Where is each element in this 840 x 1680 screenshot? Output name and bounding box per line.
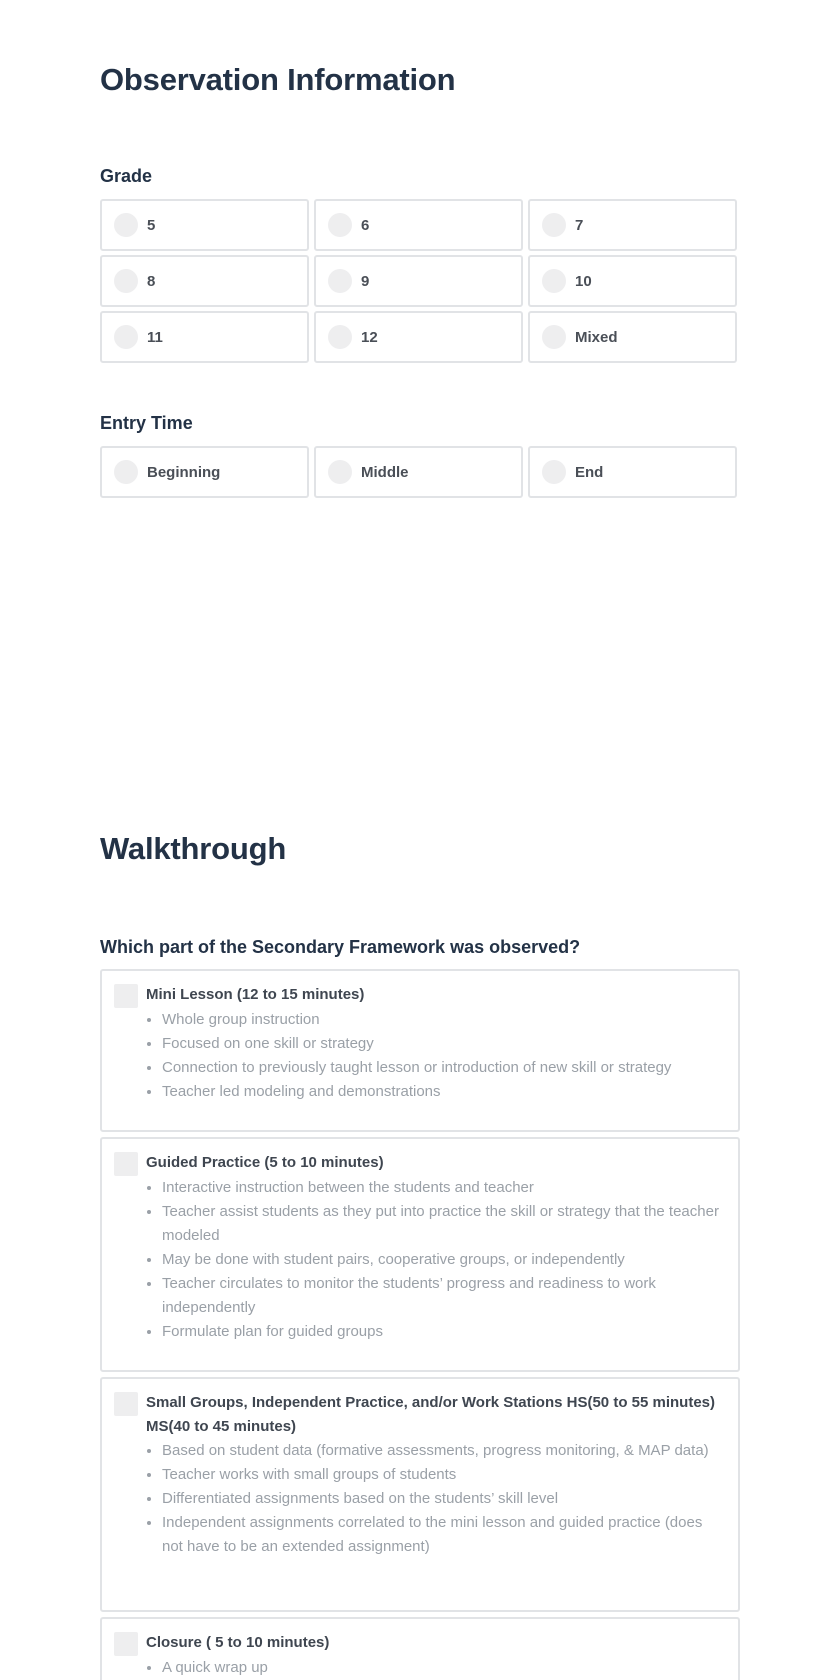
radio-circle-icon[interactable] xyxy=(328,460,352,484)
radio-label: 6 xyxy=(361,216,370,234)
list-item: • Connection to previously taught lesson or introduction of new skill or strategy xyxy=(162,1056,726,1080)
list-item: • Differentiated assignments based on the students’ skill level xyxy=(162,1487,726,1511)
list-item: • Teacher works with small groups of students xyxy=(162,1463,726,1487)
radio-label: 8 xyxy=(147,272,156,290)
radio-label: Mixed xyxy=(575,328,618,346)
grade-option-7[interactable] xyxy=(528,199,737,251)
grade-label: Grade xyxy=(100,166,153,186)
option-title: Mini Lesson (12 to 15 minutes) xyxy=(146,986,365,1003)
radio-circle-icon[interactable] xyxy=(328,213,352,237)
section-title-walkthrough: Walkthrough xyxy=(100,831,287,866)
grade-option-11[interactable] xyxy=(100,311,309,363)
entry-time-label: Entry Time xyxy=(100,413,193,433)
list-item: • Based on student data (formative assessments, progress monitoring, & MAP data) xyxy=(162,1439,726,1463)
list-item: • Interactive instruction between the students and teacher xyxy=(162,1176,726,1200)
checkbox-icon[interactable] xyxy=(114,984,138,1008)
framework-option-mini-lesson[interactable] xyxy=(100,969,740,1132)
option-description-list xyxy=(114,1656,726,1680)
radio-label: 12 xyxy=(361,328,378,346)
entry-time-options xyxy=(100,446,736,498)
grade-option-12[interactable] xyxy=(314,311,523,363)
radio-circle-icon[interactable] xyxy=(542,460,566,484)
checkbox-icon[interactable] xyxy=(114,1632,138,1656)
option-description-list xyxy=(114,1176,726,1344)
entry-time-option-end[interactable] xyxy=(528,446,737,498)
radio-circle-icon[interactable] xyxy=(328,325,352,349)
list-item: • Focused on one skill or strategy xyxy=(162,1032,726,1056)
radio-circle-icon[interactable] xyxy=(542,213,566,237)
radio-circle-icon[interactable] xyxy=(542,269,566,293)
list-item: • May be done with student pairs, cooperative groups, or independently xyxy=(162,1248,726,1272)
option-description-list xyxy=(114,1439,726,1559)
list-item: • Whole group instruction xyxy=(162,1008,726,1032)
radio-circle-icon[interactable] xyxy=(328,269,352,293)
framework-option-small-groups[interactable] xyxy=(100,1377,740,1612)
radio-label: 5 xyxy=(147,216,156,234)
list-item: • Independent assignments correlated to the mini lesson and guided practice (does not have to be an extended assignment) xyxy=(162,1511,726,1559)
option-description-list xyxy=(114,1008,726,1104)
framework-question: Which part of the Secondary Framework was observed? xyxy=(100,937,581,957)
grade-option-6[interactable] xyxy=(314,199,523,251)
radio-label: 9 xyxy=(361,272,370,290)
radio-circle-icon[interactable] xyxy=(542,325,566,349)
grade-option-mixed[interactable] xyxy=(528,311,737,363)
entry-time-option-middle[interactable] xyxy=(314,446,523,498)
radio-label: 11 xyxy=(147,328,163,346)
grade-option-10[interactable] xyxy=(528,255,737,307)
grade-options xyxy=(100,199,736,363)
framework-option-guided-practice[interactable] xyxy=(100,1137,740,1372)
radio-label: 10 xyxy=(575,272,592,290)
radio-circle-icon[interactable] xyxy=(114,325,138,349)
entry-time-option-beginning[interactable] xyxy=(100,446,309,498)
option-title: Closure ( 5 to 10 minutes) xyxy=(146,1634,330,1651)
list-item: • Formulate plan for guided groups xyxy=(162,1320,726,1344)
radio-circle-icon[interactable] xyxy=(114,460,138,484)
radio-circle-icon[interactable] xyxy=(114,269,138,293)
list-item: • Teacher led modeling and demonstrations xyxy=(162,1080,726,1104)
grade-option-8[interactable] xyxy=(100,255,309,307)
grade-option-5[interactable] xyxy=(100,199,309,251)
checkbox-icon[interactable] xyxy=(114,1392,138,1416)
list-item: • Teacher assist students as they put into practice the skill or strategy that the teacher modeled xyxy=(162,1200,726,1248)
radio-label: Middle xyxy=(361,463,409,481)
page-title: Observation Information xyxy=(100,62,456,97)
radio-label: 7 xyxy=(575,216,584,234)
grade-option-9[interactable] xyxy=(314,255,523,307)
radio-label: Beginning xyxy=(147,463,221,481)
list-item: • A quick wrap up xyxy=(162,1656,726,1680)
radio-label: End xyxy=(575,463,604,481)
option-title: Guided Practice (5 to 10 minutes) xyxy=(146,1154,384,1171)
framework-option-closure[interactable] xyxy=(100,1617,740,1680)
checkbox-icon[interactable] xyxy=(114,1152,138,1176)
option-title: Small Groups, Independent Practice, and/or Work Stations HS(50 to 55 minutes) MS(40 to 45 minutes) xyxy=(146,1394,716,1435)
list-item: • Teacher circulates to monitor the students’ progress and readiness to work independently xyxy=(162,1272,726,1320)
radio-circle-icon[interactable] xyxy=(114,213,138,237)
